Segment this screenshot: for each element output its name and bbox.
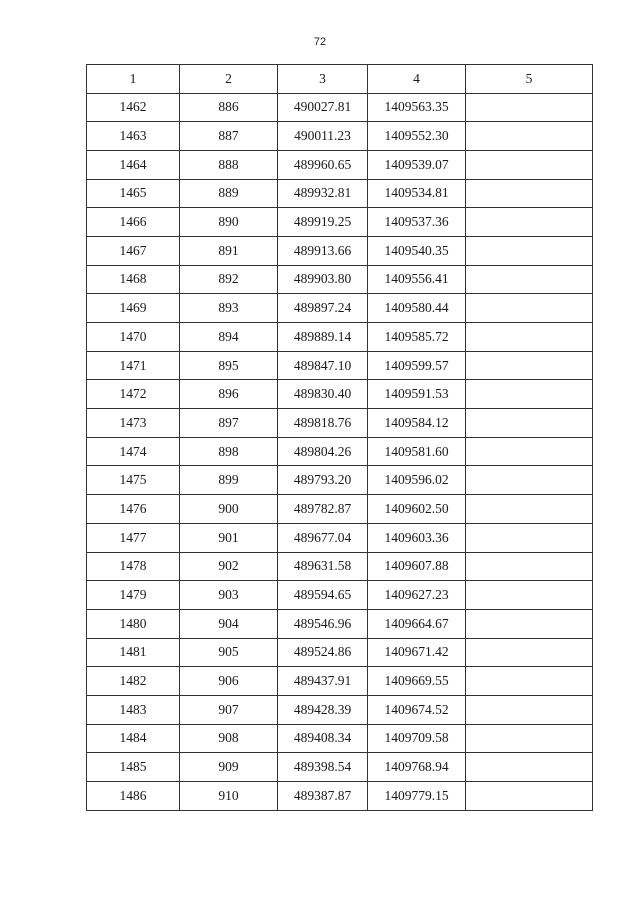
y-coordinate-cell: 1409539.07 bbox=[368, 150, 466, 179]
vertex-number-cell: 900 bbox=[180, 495, 278, 524]
vertex-number-cell: 899 bbox=[180, 466, 278, 495]
x-coordinate-cell: 489830.40 bbox=[278, 380, 368, 409]
y-coordinate-cell: 1409607.88 bbox=[368, 552, 466, 581]
vertex-number-cell: 891 bbox=[180, 236, 278, 265]
point-number-cell: 1481 bbox=[87, 638, 180, 667]
y-coordinate-cell: 1409534.81 bbox=[368, 179, 466, 208]
note-cell bbox=[466, 724, 593, 753]
table-row bbox=[87, 523, 593, 552]
vertex-number-cell: 903 bbox=[180, 581, 278, 610]
note-cell bbox=[466, 437, 593, 466]
point-number-cell: 1469 bbox=[87, 294, 180, 323]
table-row bbox=[87, 581, 593, 610]
y-coordinate-cell: 1409779.15 bbox=[368, 782, 466, 811]
note-cell bbox=[466, 265, 593, 294]
note-cell bbox=[466, 638, 593, 667]
table-row bbox=[87, 351, 593, 380]
table-row bbox=[87, 437, 593, 466]
point-number-cell: 1484 bbox=[87, 724, 180, 753]
y-coordinate-cell: 1409563.35 bbox=[368, 93, 466, 122]
note-cell bbox=[466, 552, 593, 581]
y-coordinate-cell: 1409603.36 bbox=[368, 523, 466, 552]
vertex-number-cell: 904 bbox=[180, 609, 278, 638]
table-row bbox=[87, 753, 593, 782]
point-number-cell: 1482 bbox=[87, 667, 180, 696]
vertex-number-cell: 896 bbox=[180, 380, 278, 409]
y-coordinate-cell: 1409664.67 bbox=[368, 609, 466, 638]
table-row bbox=[87, 150, 593, 179]
vertex-number-cell: 886 bbox=[180, 93, 278, 122]
x-coordinate-cell: 489919.25 bbox=[278, 208, 368, 237]
y-coordinate-cell: 1409537.36 bbox=[368, 208, 466, 237]
table-row bbox=[87, 695, 593, 724]
table-row bbox=[87, 179, 593, 208]
table-row bbox=[87, 208, 593, 237]
note-cell bbox=[466, 351, 593, 380]
vertex-number-cell: 887 bbox=[180, 122, 278, 151]
x-coordinate-cell: 489677.04 bbox=[278, 523, 368, 552]
note-cell bbox=[466, 93, 593, 122]
y-coordinate-cell: 1409540.35 bbox=[368, 236, 466, 265]
y-coordinate-cell: 1409674.52 bbox=[368, 695, 466, 724]
point-number-cell: 1479 bbox=[87, 581, 180, 610]
table-row bbox=[87, 122, 593, 151]
table-row bbox=[87, 409, 593, 438]
column-header-3: 3 bbox=[278, 65, 368, 94]
column-header-4: 4 bbox=[368, 65, 466, 94]
note-cell bbox=[466, 609, 593, 638]
x-coordinate-cell: 490027.81 bbox=[278, 93, 368, 122]
vertex-number-cell: 897 bbox=[180, 409, 278, 438]
note-cell bbox=[466, 150, 593, 179]
table-row bbox=[87, 609, 593, 638]
table-row bbox=[87, 552, 593, 581]
vertex-number-cell: 889 bbox=[180, 179, 278, 208]
vertex-number-cell: 905 bbox=[180, 638, 278, 667]
y-coordinate-cell: 1409671.42 bbox=[368, 638, 466, 667]
point-number-cell: 1468 bbox=[87, 265, 180, 294]
note-cell bbox=[466, 236, 593, 265]
table-row bbox=[87, 782, 593, 811]
x-coordinate-cell: 489889.14 bbox=[278, 323, 368, 352]
table-row bbox=[87, 380, 593, 409]
table-row bbox=[87, 265, 593, 294]
note-cell bbox=[466, 122, 593, 151]
point-number-cell: 1473 bbox=[87, 409, 180, 438]
table-row bbox=[87, 93, 593, 122]
x-coordinate-cell: 489897.24 bbox=[278, 294, 368, 323]
note-cell bbox=[466, 466, 593, 495]
y-coordinate-cell: 1409768.94 bbox=[368, 753, 466, 782]
x-coordinate-cell: 489546.96 bbox=[278, 609, 368, 638]
vertex-number-cell: 906 bbox=[180, 667, 278, 696]
table-row bbox=[87, 667, 593, 696]
vertex-number-cell: 894 bbox=[180, 323, 278, 352]
point-number-cell: 1462 bbox=[87, 93, 180, 122]
table-row bbox=[87, 638, 593, 667]
point-number-cell: 1477 bbox=[87, 523, 180, 552]
column-header-2: 2 bbox=[180, 65, 278, 94]
note-cell bbox=[466, 753, 593, 782]
table-header bbox=[87, 65, 593, 94]
point-number-cell: 1471 bbox=[87, 351, 180, 380]
point-number-cell: 1474 bbox=[87, 437, 180, 466]
note-cell bbox=[466, 208, 593, 237]
point-number-cell: 1464 bbox=[87, 150, 180, 179]
vertex-number-cell: 895 bbox=[180, 351, 278, 380]
point-number-cell: 1467 bbox=[87, 236, 180, 265]
note-cell bbox=[466, 495, 593, 524]
note-cell bbox=[466, 782, 593, 811]
vertex-number-cell: 892 bbox=[180, 265, 278, 294]
table-row bbox=[87, 724, 593, 753]
x-coordinate-cell: 489594.65 bbox=[278, 581, 368, 610]
y-coordinate-cell: 1409627.23 bbox=[368, 581, 466, 610]
point-number-cell: 1480 bbox=[87, 609, 180, 638]
note-cell bbox=[466, 294, 593, 323]
x-coordinate-cell: 489818.76 bbox=[278, 409, 368, 438]
point-number-cell: 1463 bbox=[87, 122, 180, 151]
y-coordinate-cell: 1409599.57 bbox=[368, 351, 466, 380]
vertex-number-cell: 901 bbox=[180, 523, 278, 552]
point-number-cell: 1465 bbox=[87, 179, 180, 208]
point-number-cell: 1472 bbox=[87, 380, 180, 409]
vertex-number-cell: 907 bbox=[180, 695, 278, 724]
y-coordinate-cell: 1409584.12 bbox=[368, 409, 466, 438]
x-coordinate-cell: 489847.10 bbox=[278, 351, 368, 380]
point-number-cell: 1475 bbox=[87, 466, 180, 495]
x-coordinate-cell: 489387.87 bbox=[278, 782, 368, 811]
vertex-number-cell: 893 bbox=[180, 294, 278, 323]
point-number-cell: 1466 bbox=[87, 208, 180, 237]
y-coordinate-cell: 1409602.50 bbox=[368, 495, 466, 524]
vertex-number-cell: 908 bbox=[180, 724, 278, 753]
x-coordinate-cell: 489437.91 bbox=[278, 667, 368, 696]
coordinates-table bbox=[86, 64, 593, 811]
point-number-cell: 1483 bbox=[87, 695, 180, 724]
x-coordinate-cell: 489903.80 bbox=[278, 265, 368, 294]
vertex-number-cell: 910 bbox=[180, 782, 278, 811]
x-coordinate-cell: 489524.86 bbox=[278, 638, 368, 667]
x-coordinate-cell: 489782.87 bbox=[278, 495, 368, 524]
table-row bbox=[87, 323, 593, 352]
note-cell bbox=[466, 695, 593, 724]
x-coordinate-cell: 489793.20 bbox=[278, 466, 368, 495]
vertex-number-cell: 890 bbox=[180, 208, 278, 237]
header-row bbox=[87, 65, 593, 94]
column-header-1: 1 bbox=[87, 65, 180, 94]
y-coordinate-cell: 1409556.41 bbox=[368, 265, 466, 294]
x-coordinate-cell: 489932.81 bbox=[278, 179, 368, 208]
x-coordinate-cell: 489428.39 bbox=[278, 695, 368, 724]
y-coordinate-cell: 1409581.60 bbox=[368, 437, 466, 466]
note-cell bbox=[466, 380, 593, 409]
note-cell bbox=[466, 667, 593, 696]
vertex-number-cell: 888 bbox=[180, 150, 278, 179]
x-coordinate-cell: 489398.54 bbox=[278, 753, 368, 782]
table-row bbox=[87, 236, 593, 265]
y-coordinate-cell: 1409596.02 bbox=[368, 466, 466, 495]
note-cell bbox=[466, 323, 593, 352]
table-body bbox=[87, 93, 593, 810]
table-row bbox=[87, 495, 593, 524]
column-header-5: 5 bbox=[466, 65, 593, 94]
table-row bbox=[87, 294, 593, 323]
point-number-cell: 1485 bbox=[87, 753, 180, 782]
note-cell bbox=[466, 179, 593, 208]
x-coordinate-cell: 489408.34 bbox=[278, 724, 368, 753]
x-coordinate-cell: 489631.58 bbox=[278, 552, 368, 581]
y-coordinate-cell: 1409709.58 bbox=[368, 724, 466, 753]
x-coordinate-cell: 489804.26 bbox=[278, 437, 368, 466]
y-coordinate-cell: 1409580.44 bbox=[368, 294, 466, 323]
point-number-cell: 1470 bbox=[87, 323, 180, 352]
y-coordinate-cell: 1409552.30 bbox=[368, 122, 466, 151]
point-number-cell: 1478 bbox=[87, 552, 180, 581]
vertex-number-cell: 902 bbox=[180, 552, 278, 581]
y-coordinate-cell: 1409591.53 bbox=[368, 380, 466, 409]
note-cell bbox=[466, 409, 593, 438]
point-number-cell: 1476 bbox=[87, 495, 180, 524]
vertex-number-cell: 909 bbox=[180, 753, 278, 782]
page-number: 72 bbox=[313, 36, 327, 48]
y-coordinate-cell: 1409669.55 bbox=[368, 667, 466, 696]
x-coordinate-cell: 490011.23 bbox=[278, 122, 368, 151]
point-number-cell: 1486 bbox=[87, 782, 180, 811]
table-row bbox=[87, 466, 593, 495]
x-coordinate-cell: 489960.65 bbox=[278, 150, 368, 179]
x-coordinate-cell: 489913.66 bbox=[278, 236, 368, 265]
note-cell bbox=[466, 523, 593, 552]
vertex-number-cell: 898 bbox=[180, 437, 278, 466]
note-cell bbox=[466, 581, 593, 610]
y-coordinate-cell: 1409585.72 bbox=[368, 323, 466, 352]
